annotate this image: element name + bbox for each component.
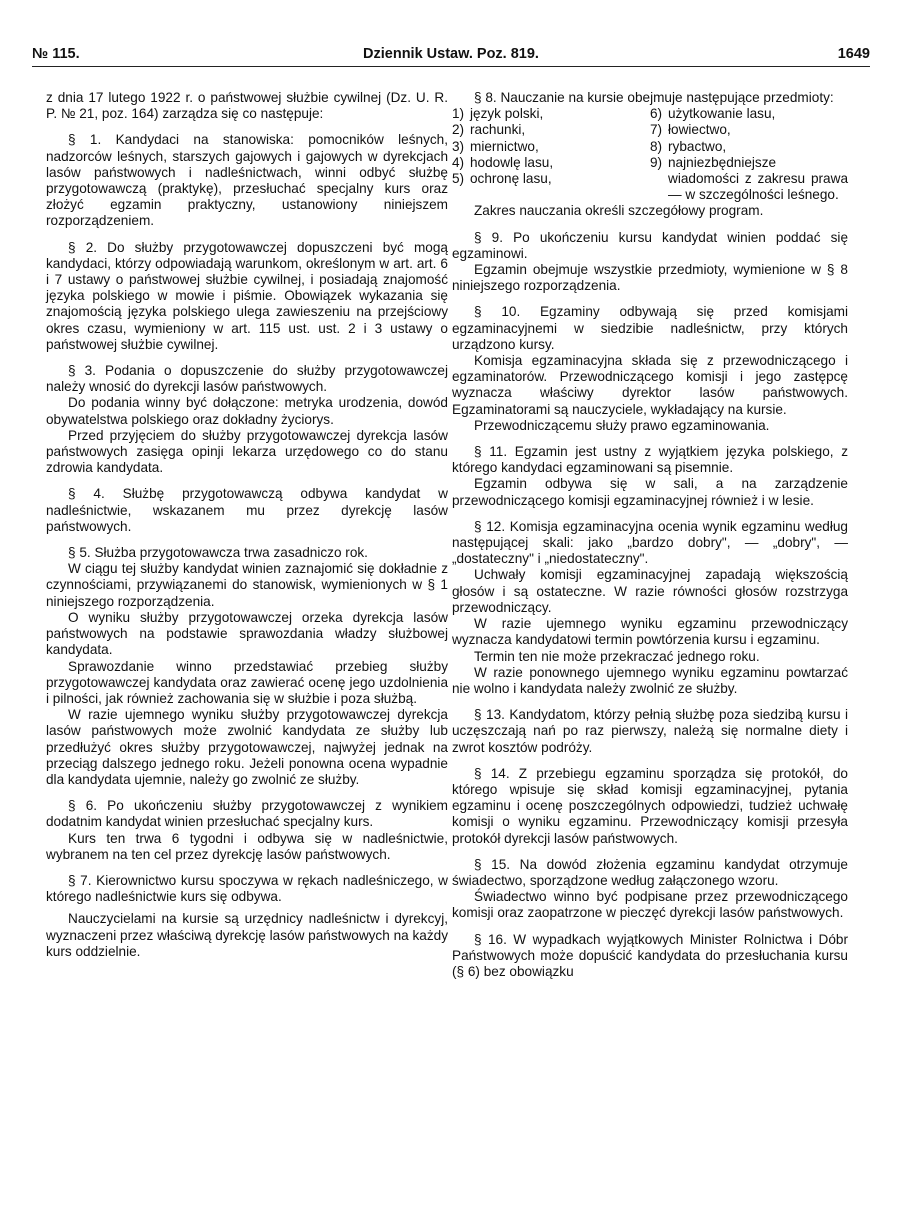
section-6: § 6. Po ukończeniu służby przygotowawczej z wynikiem dodatnim kandydat winien przesłuchać specjalny kurs.	[46, 798, 448, 830]
paragraph-s10a: § 10. Egzaminy odbywają się przed komisjami egzaminacyjnemi w siedzibie nadleśnictw, przy których urządzono kursy.	[452, 304, 848, 352]
list-item: 4) hodowlę lasu,	[452, 154, 554, 170]
paragraph-s15a: § 15. Na dowód złożenia egzaminu kandydat otrzymuje świadectwo, sporządzone według załączonego wzoru.	[452, 856, 848, 888]
list-item: 3) miernictwo,	[452, 138, 539, 154]
paragraph-s14: § 14. Z przebiegu egzaminu sporządza się protokół, do którego wpisuje się skład komisji egzaminacyjnej, pytania egzaminu i ocenę poszczególnych odpowiedzi, tudzież uchwałę komisji o wyniku egzaminu. Przewodniczący komisji przesyła protokół dyrekcji lasów państwowych.	[452, 765, 848, 846]
issue-number: № 115.	[32, 46, 80, 62]
left-column	[46, 90, 448, 960]
journal-title: Dziennik Ustaw. Poz. 819.	[363, 46, 539, 62]
list-item: 8) rybactwo,	[650, 138, 727, 154]
section-4: § 4. Służbę przygotowawczą odbywa kandydat w nadleśnictwie, wskazanem mu przez dyrekcję lasów państwowych.	[46, 486, 448, 534]
section-1: § 1. Kandydaci na stanowiska: pomocników leśnych, nadzorców leśnych, starszych gajowych i gajowych w dyrekcjach lasów państwowych i nadleśnictwach, winni odbyć służbę przygotowawczą (praktykę), przesłuchać specjalny kurs oraz złożyć egzamin praktyczny, ustanowiony niniejszem rozporządzeniem.	[46, 132, 448, 229]
section-5-par-5: W razie ujemnego wyniku służby przygotowawczej dyrekcja lasów państwowych może zwolnić kandydata ze służby lub przedłużyć okres służby przygotowawczej, najwyżej jednak na przeciąg dalszego jednego roku. Jeżeli ponowna ocena wypadnie dla kandydata ujemnie, należy go zwolnić ze służby.	[46, 707, 448, 787]
paragraph-s12e: W razie ponownego ujemnego wyniku egzaminu powtarzać nie wolno i kandydata należy zwolnić ze służby.	[452, 664, 848, 696]
paragraph-s16: § 16. W wypadkach wyjątkowych Minister Rolnictwa i Dóbr Państwowych może dopuścić kandydata do przesłuchania kursu (§ 6) bez obowiązku	[452, 931, 848, 979]
page-header	[32, 44, 870, 67]
paragraph-s10c: Przewodniczącemu służy prawo egzaminowania.	[474, 417, 770, 433]
section-8: § 8. Nauczanie na kursie obejmuje następujące przedmioty:	[474, 90, 834, 105]
section-3-par-3: Przed przyjęciem do służby przygotowawczej dyrekcja lasów państwowych zasięga opinji lekarza urzędowego co do stanu zdrowia kandydata.	[46, 427, 448, 476]
section-3-par-2: Do podania winny być dołączone: metryka urodzenia, dowód obywatelstwa polskiego oraz dokładny życiorys.	[46, 395, 448, 427]
right-column	[452, 90, 848, 980]
list-item: 6) użytkowanie lasu,	[650, 106, 776, 122]
list-item: 2) rachunki,	[452, 122, 526, 138]
section-5-par-4: Sprawozdanie winno przedstawiać przebieg służby przygotowawczej kandydata oraz zawierać ocenę jego uzdolnienia i pilności, jak również zachowania się w służbie i poza służbą.	[46, 658, 448, 706]
paragraph-s9a: § 9. Po ukończeniu kursu kandydat winien poddać się egzaminowi.	[452, 229, 848, 261]
list-item: 5) ochronę lasu,	[452, 171, 552, 187]
paragraph-s10b: Komisja egzaminacyjna składa się z przewodniczącego i egzaminatorów. Przewodniczącego komisji i jego zastępcę wyznacza właściwy dyrektor lasów państwowych. Egzaminatorami są nauczyciele, wykładający na kursie.	[452, 353, 848, 417]
section-5-par-3: O wyniku służby przygotowawczej orzeka dyrekcja lasów państwowych na podstawie sprawozdania władzy służbowej kandydata.	[46, 609, 448, 658]
section-2: § 2. Do służby przygotowawczej dopuszczeni być mogą kandydaci, którzy odpowiadają warunkom, określonym w art. art. 6 i 7 ustawy o państwowej służbie cywilnej, i posiadają znajomość języka polskiego w mowie i piśmie. Obowiązek wykazania się znajomością języka polskiego ulega zawieszeniu na przejściowy okres czasu, wymieniony w art. 115 ust. ust. 2 i 3 ustawy o państwowej służbie cywilnej.	[46, 239, 448, 352]
section-7: § 7. Kierownictwo kursu spoczywa w rękach nadleśniczego, w którego nadleśnictwie kurs się odbywa.	[46, 872, 448, 905]
paragraph-s13: § 13. Kandydatom, którzy pełnią służbę poza siedzibą kursu i uczęszczają nań po raz pierwszy, należą się normalne diety i zwrot kosztów podróży.	[452, 707, 848, 755]
section-8-scope: Zakres nauczania określi szczegółowy program.	[474, 203, 764, 219]
section-5: § 5. Służba przygotowawcza trwa zasadniczo rok.	[68, 545, 368, 561]
paragraph-s9b: Egzamin obejmuje wszystkie przedmioty, wymienione w § 8 niniejszego rozporządzenia.	[452, 262, 848, 294]
right-paragraphs	[452, 230, 848, 981]
paragraph-s11b: Egzamin odbywa się w sali, a na zarządzenie przewodniczącego komisji egzaminacyjnej również i w lesie.	[452, 476, 848, 508]
paragraph-s12b: Uchwały komisji egzaminacyjnej zapadają większością głosów i są ostateczne. W razie równości głosów rozstrzyga przewodniczący.	[452, 567, 848, 615]
paragraph-s12a: § 12. Komisja egzaminacyjna ocenia wynik egzaminu według następującej skali: jako „bardzo dobry", — „dobry", — „dostateczny" i „niedostateczny".	[452, 518, 848, 567]
list-item: 9) najniezbędniejsze wiadomości z zakresu prawa— w szczególności leśnego.	[650, 154, 848, 203]
paragraph-s12d: Termin ten nie może przekraczać jednego roku.	[474, 648, 760, 664]
subject-list	[452, 106, 848, 203]
section-5-par-2: W ciągu tej służby kandydat winien zaznajomić się dokładnie z czynnościami, przywiązanemi do stanowisk, wymienionych w § 1 niniejszego rozporządzenia.	[46, 561, 448, 609]
intro-paragraph: z dnia 17 lutego 1922 r. o państwowej służbie cywilnej (Dz. U. R. P. № 21, poz. 164) zarządza się co następuje:	[46, 90, 448, 122]
section-7-par-2: Nauczycielami na kursie są urzędnicy nadleśnictw i dyrekcyj, wyznaczeni przez właściwą dyrekcję lasów państwowych na każdy kurs oddzielnie.	[46, 911, 448, 959]
paragraph-s12c: W razie ujemnego wyniku egzaminu przewodniczący wyznacza kandydatowi termin powtórzenia kursu i egzaminu.	[452, 616, 848, 648]
page-number: 1649	[837, 46, 870, 62]
paragraph-s11a: § 11. Egzamin jest ustny z wyjątkiem języka polskiego, z którego kandydaci egzaminowani są pisemnie.	[452, 444, 848, 476]
list-item: 7) łowiectwo,	[650, 122, 731, 138]
paragraph-s15b: Świadectwo winno być podpisane przez przewodniczącego komisji oraz zaopatrzone w pieczęć dyrekcji lasów państwowych.	[452, 889, 848, 921]
section-3: § 3. Podania o dopuszczenie do służby przygotowawczej należy wnosić do dyrekcji lasów państwowych.	[46, 363, 448, 395]
list-item: 1) język polski,	[452, 106, 544, 122]
section-6-par-2: Kurs ten trwa 6 tygodni i odbywa się w nadleśnictwie, wybranem na ten cel przez dyrekcję lasów państwowych.	[46, 830, 448, 862]
